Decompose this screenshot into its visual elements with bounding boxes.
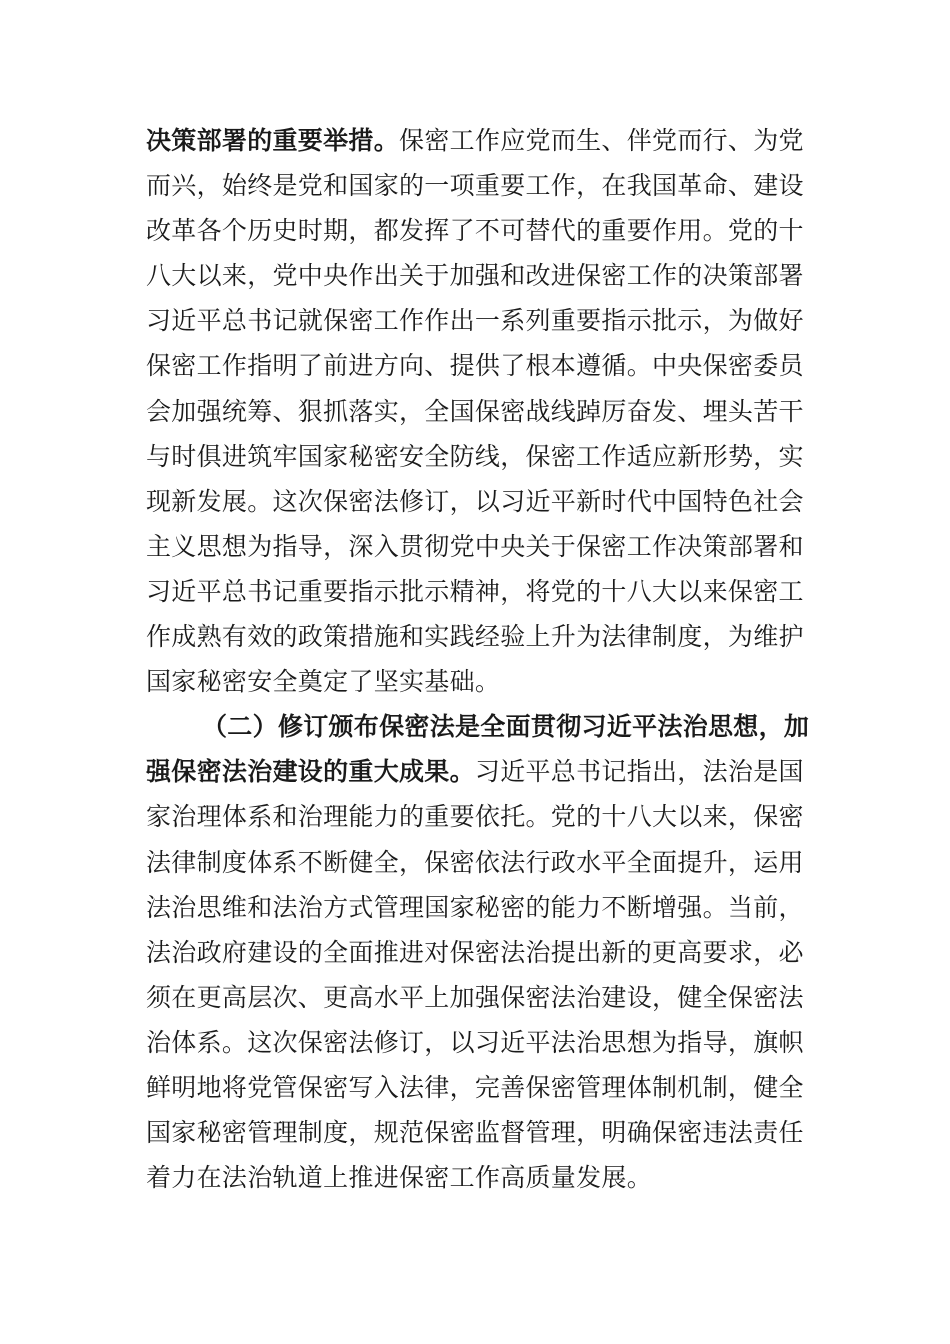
body-text: 习近平总书记指出，法治是国 (474, 757, 804, 787)
bold-lead-text: 决策部署的重要举措。 (146, 126, 400, 155)
section-heading-line: （二）修订颁布保密法是全面贯彻习近平法治思想，加 (202, 712, 810, 742)
paragraph-line: 法律制度体系不断健全，保密依法行政水平全面提升，运用 (146, 847, 804, 877)
paragraph-line: 保密工作指明了前进方向、提供了根本遵循。中央保密委员 (146, 351, 804, 381)
paragraph-line: 与时俱进筑牢国家秘密安全防线，保密工作适应新形势，实 (146, 441, 804, 471)
paragraph-line: 法治思维和法治方式管理国家秘密的能力不断增强。当前， (146, 892, 804, 922)
paragraph-line: 作成熟有效的政策措施和实践经验上升为法律制度，为维护 (146, 622, 804, 652)
paragraph-1 (146, 118, 810, 704)
paragraph-line: 会加强统筹、狠抓落实，全国保密战线踔厉奋发、埋头苦干 (146, 396, 804, 426)
paragraph-line: 国家秘密管理制度，规范保密监督管理，明确保密违法责任 (146, 1118, 804, 1148)
paragraph-line: 着力在法治轨道上推进保密工作高质量发展。 (146, 1163, 653, 1193)
paragraph-line: 法治政府建设的全面推进对保密法治提出新的更高要求，必 (146, 937, 804, 967)
paragraph-line: 而兴，始终是党和国家的一项重要工作，在我国革命、建设 (146, 171, 804, 201)
paragraph-line: 须在更高层次、更高水平上加强保密法治建设，健全保密法 (146, 982, 804, 1012)
paragraph-line: 习近平总书记就保密工作作出一系列重要指示批示，为做好 (146, 306, 804, 336)
paragraph-line: 鲜明地将党管保密写入法律，完善保密管理体制机制，健全 (146, 1072, 804, 1102)
paragraph-line: 主义思想为指导，深入贯彻党中央关于保密工作决策部署和 (146, 531, 804, 561)
paragraph-line (146, 749, 810, 794)
paragraph-line: 国家秘密安全奠定了坚实基础。 (146, 667, 501, 697)
paragraph-line: 习近平总书记重要指示批示精神，将党的十八大以来保密工 (146, 576, 804, 606)
paragraph-line: 现新发展。这次保密法修订，以习近平新时代中国特色社会 (146, 486, 804, 516)
body-text: 保密工作应党而生、伴党而行、为党 (399, 126, 804, 155)
paragraph-line (146, 118, 810, 163)
document-body (146, 118, 810, 1200)
paragraph-line: 治体系。这次保密法修订，以习近平法治思想为指导，旗帜 (146, 1027, 804, 1057)
paragraph-line: 家治理体系和治理能力的重要依托。党的十八大以来，保密 (146, 802, 804, 832)
paragraph-line: 八大以来，党中央作出关于加强和改进保密工作的决策部署 (146, 261, 804, 291)
paragraph-2 (146, 704, 810, 1200)
bold-lead-text: 强保密法治建设的重大成果。 (146, 757, 475, 787)
paragraph-line: 改革各个历史时期，都发挥了不可替代的重要作用。党的十 (146, 216, 804, 246)
